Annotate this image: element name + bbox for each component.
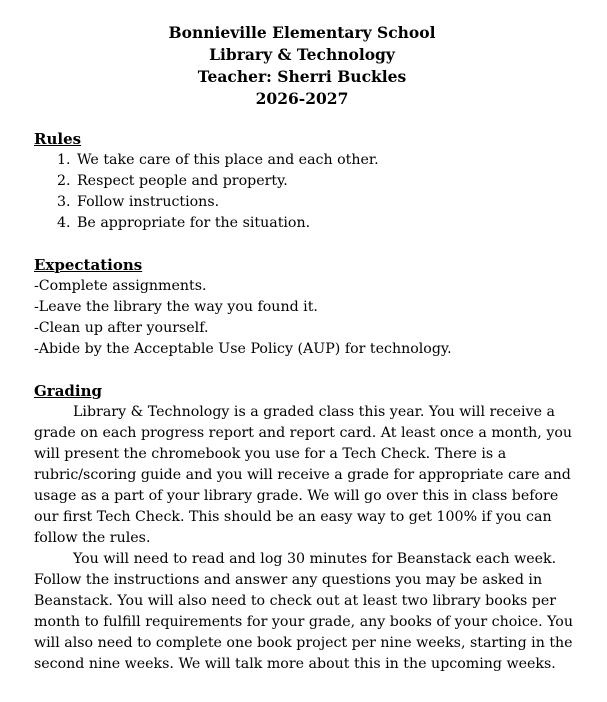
rule-item: 1. We take care of this place and each other.: [75, 150, 574, 171]
teacher-name: Teacher: Sherri Buckles: [197, 67, 407, 86]
rules-heading: Rules: [34, 130, 82, 148]
expectation-item: -Leave the library the way you found it.: [34, 299, 318, 315]
expectations-heading: Expectations: [34, 256, 143, 274]
rule-item: 2. Respect people and property.: [75, 171, 574, 192]
rules-list: [34, 150, 574, 234]
expectation-item: -Complete assignments.: [34, 278, 207, 294]
school-name: Bonnieville Elementary School: [168, 23, 436, 42]
rule-item: 4. Be appropriate for the situation.: [75, 213, 574, 234]
rule-item: 3. Follow instructions.: [75, 192, 574, 213]
document-page: [34, 22, 574, 675]
document-header: [30, 22, 574, 110]
rules-section: [34, 129, 574, 234]
grading-paragraph-2: You will need to read and log 30 minutes for Beanstack each week. Follow the instructions and answer any questions you may be asked in Beanstack. You will also need to check out at least two library books per month to fulfill requirements for your grade, any books of your choice. You will also need to complete one book project per nine weeks, starting in the second nine weeks. We will talk more about this in the upcoming weeks.: [34, 551, 573, 672]
subject-title: Library & Technology: [209, 45, 395, 64]
expectations-section: [34, 255, 574, 360]
expectation-item: -Abide by the Acceptable Use Policy (AUP) for technology.: [34, 341, 452, 357]
grading-paragraph-1: Library & Technology is a graded class this year. You will receive a grade on each progress report and report card. At least once a month, you will present the chromebook you use for a Tech Check. There is a rubric/scoring guide and you will receive a grade for appropriate care and usage as a part of your library grade. We will go over this in class before our first Tech Check. This should be an easy way to get 100% if you can follow the rules.: [34, 404, 573, 546]
grading-heading: Grading: [34, 382, 103, 400]
grading-section: [34, 381, 574, 675]
school-year: 2026-2027: [255, 89, 349, 108]
expectation-item: -Clean up after yourself.: [34, 320, 209, 336]
